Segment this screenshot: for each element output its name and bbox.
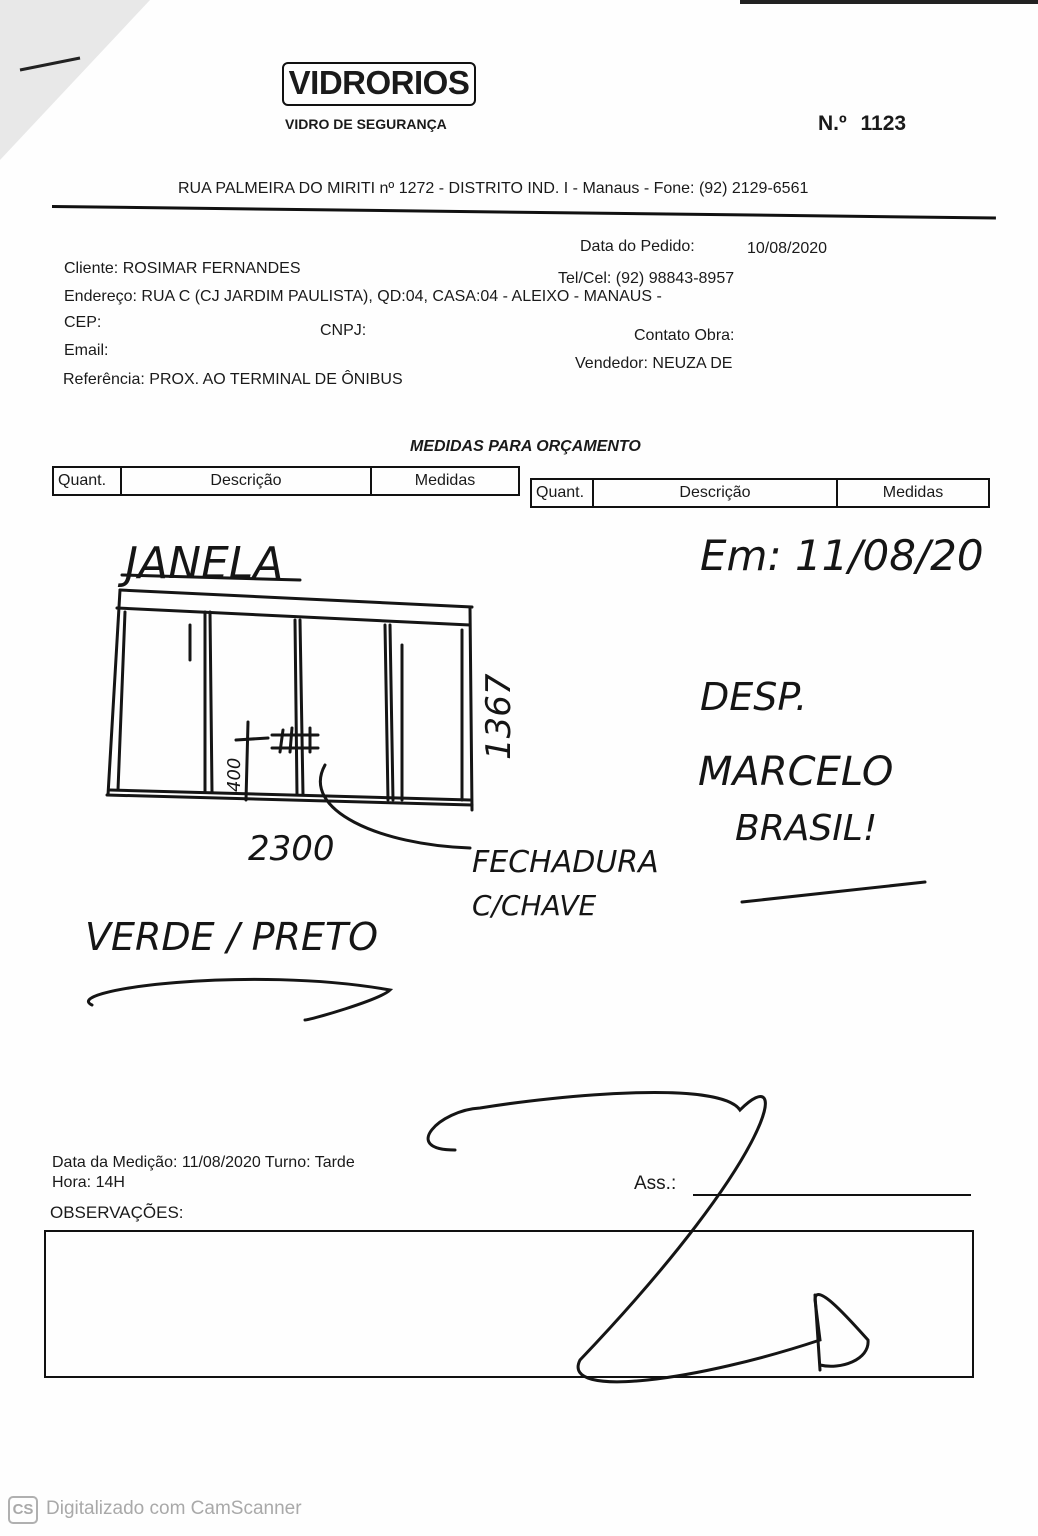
- order-date-value: 10/08/2020: [747, 240, 828, 257]
- hand-lock2: C/CHAVE: [472, 889, 597, 922]
- signature-label: Ass.:: [634, 1173, 677, 1194]
- client-address: Endereço: RUA C (CJ JARDIM PAULISTA), QD:04, CASA:04 - ALEIXO - MANAUS -: [64, 288, 662, 305]
- observations-box: [44, 1230, 974, 1378]
- salesperson: Vendedor: NEUZA DE: [575, 355, 733, 372]
- site-contact: Contato Obra:: [634, 327, 735, 344]
- hand-lock: FECHADURA: [472, 845, 659, 880]
- measurement-date: Data da Medição: 11/08/2020 Turno: Tarde: [52, 1154, 355, 1171]
- order-number-value: 1123: [860, 112, 907, 135]
- order-date-label: Data do Pedido:: [580, 238, 695, 255]
- hand-width: 2300: [248, 829, 335, 869]
- hand-note2: MARCELO: [698, 749, 894, 795]
- company-tagline: VIDRO DE SEGURANÇA: [285, 116, 447, 132]
- hand-note3: BRASIL!: [735, 808, 878, 849]
- col-medidas: Medidas: [371, 467, 519, 495]
- order-number-label: N.º: [818, 112, 847, 135]
- camscanner-icon: CS: [8, 1496, 38, 1524]
- measurement-time: Hora: 14H: [52, 1174, 125, 1191]
- hand-small-height: 400: [224, 757, 245, 792]
- client-cep: CEP:: [64, 314, 102, 331]
- measurements-title: MEDIDAS PARA ORÇAMENTO: [410, 438, 641, 455]
- client-name: Cliente: ROSIMAR FERNANDES: [64, 260, 301, 277]
- signature-line: [693, 1194, 971, 1196]
- camscanner-watermark: Digitalizado com CamScanner: [46, 1498, 302, 1519]
- client-email: Email:: [64, 342, 109, 359]
- observations-label: OBSERVAÇÕES:: [50, 1203, 184, 1222]
- client-cnpj: CNPJ:: [320, 322, 367, 339]
- col-descricao: Descrição: [593, 479, 837, 507]
- hand-height: 1367: [479, 673, 519, 760]
- hand-note1: DESP.: [700, 675, 808, 719]
- company-logo: VIDRORIOS: [282, 62, 476, 106]
- col-medidas: Medidas: [837, 479, 989, 507]
- col-descricao: Descrição: [121, 467, 371, 495]
- hand-date: Em: 11/08/20: [700, 531, 984, 580]
- reference: Referência: PROX. AO TERMINAL DE ÔNIBUS: [63, 371, 403, 388]
- hand-color: VERDE / PRETO: [85, 915, 379, 959]
- col-quant: Quant.: [53, 467, 121, 495]
- company-address: RUA PALMEIRA DO MIRITI nº 1272 - DISTRITO IND. I - Manaus - Fone: (92) 2129-6561: [178, 180, 809, 197]
- client-phone: Tel/Cel: (92) 98843-8957: [558, 270, 735, 287]
- hand-item: JANELA: [125, 538, 284, 589]
- col-quant: Quant.: [531, 479, 593, 507]
